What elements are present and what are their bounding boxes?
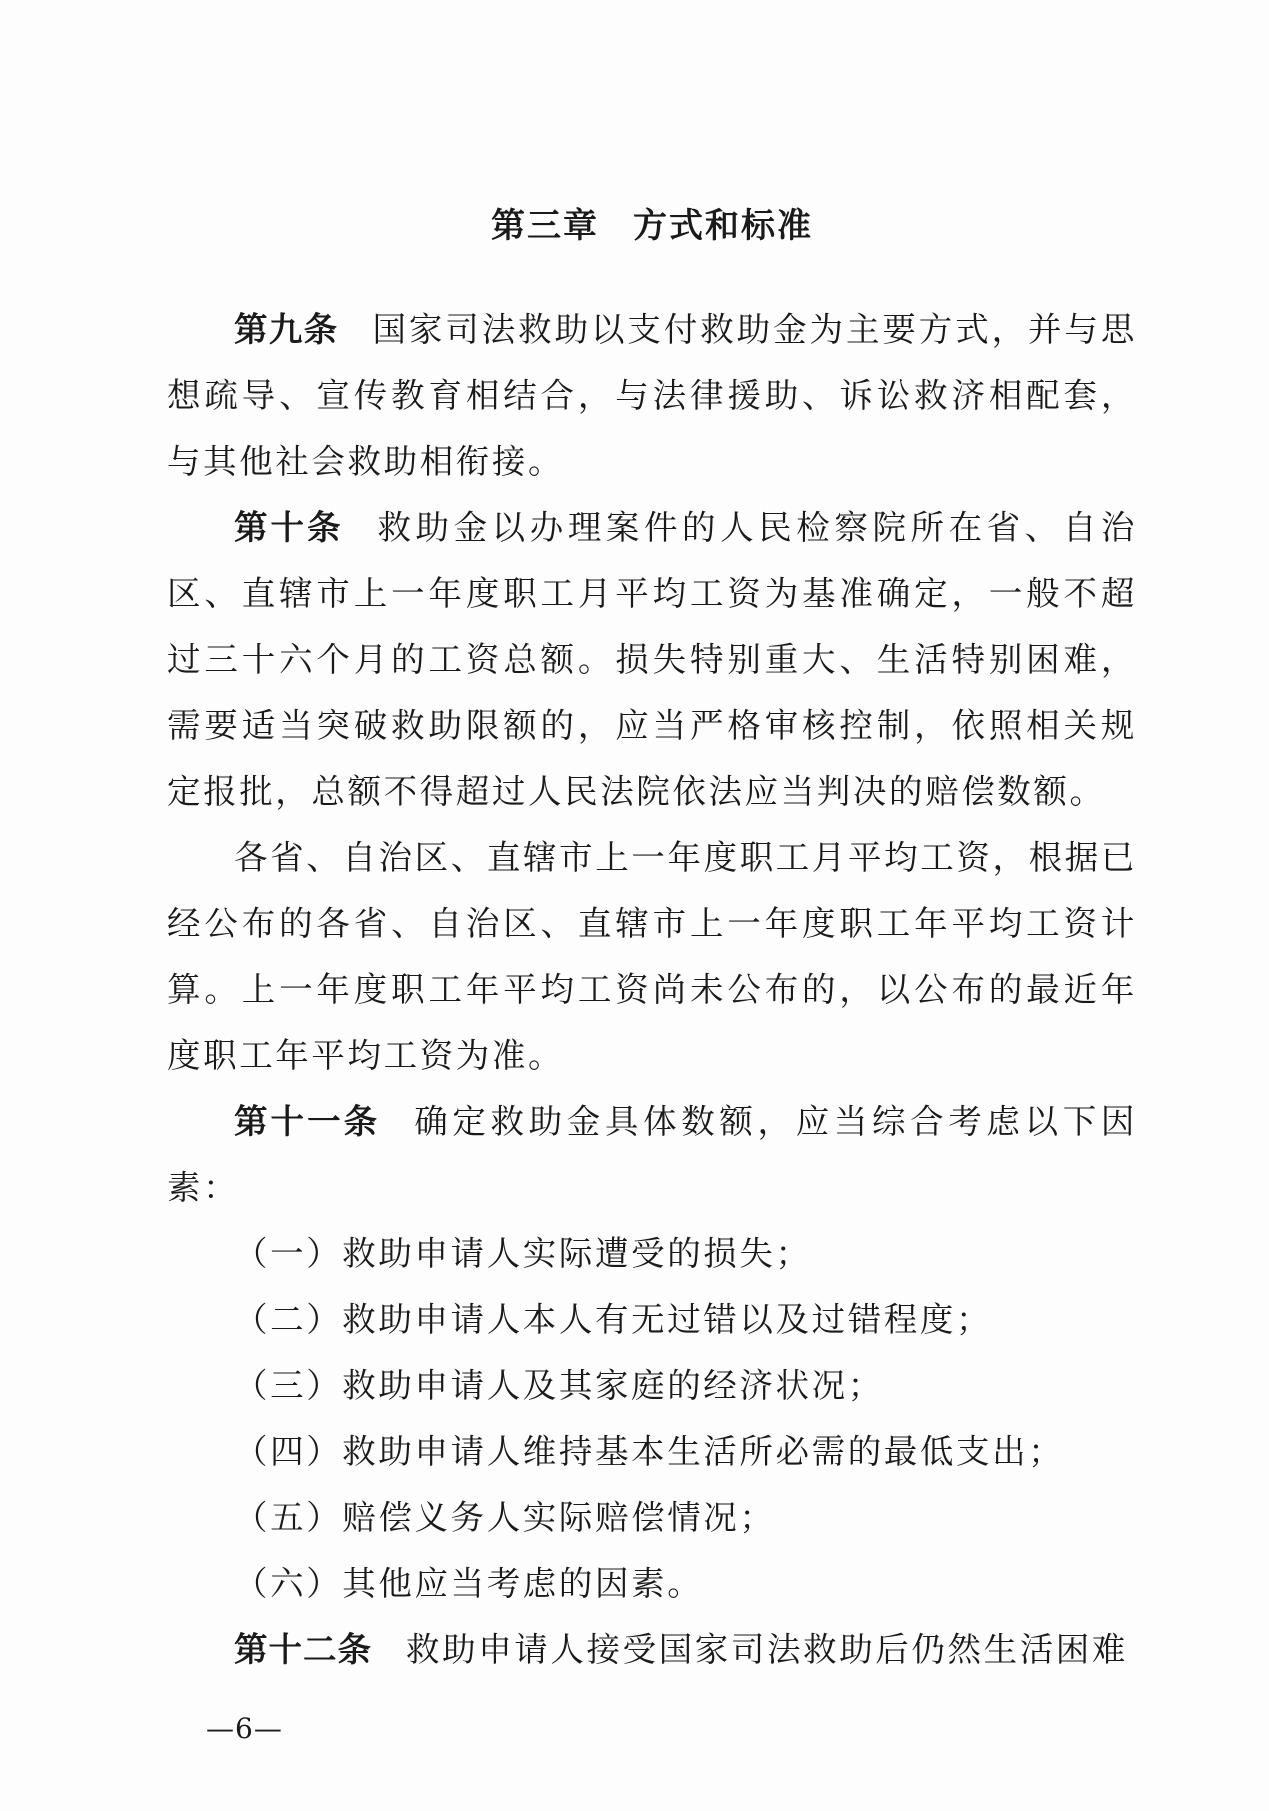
article-12-text: 救助申请人接受国家司法救助后仍然生活困难	[406, 1630, 1128, 1669]
chapter-number: 第三章	[491, 206, 599, 246]
article-9-text: 国家司法救助以支付救助金为主要方式，并与思想疏导、宣传教育相结合，与法律援助、诉讼救济相配套，与其他社会救助相衔接。	[167, 310, 1137, 481]
article-12-label: 第十二条	[234, 1630, 372, 1669]
article-11-item-5: （五）赔偿义务人实际赔偿情况；	[234, 1498, 776, 1537]
document-body	[167, 195, 1137, 1683]
article-9	[167, 297, 1137, 495]
article-10-text: 救助金以办理案件的人民检察院所在省、自治区、直辖市上一年度职工月平均工资为基准确定，一般不超过三十六个月的工资总额。损失特别重大、生活特别困难，需要适当突破救助限额的，应当严格审核控制，依照相关规定报批，总额不得超过人民法院依法应当判决的赔偿数额。	[167, 508, 1138, 811]
page-number: —6—	[206, 1712, 283, 1745]
article-11-label: 第十一条	[234, 1102, 381, 1141]
article-9-label: 第九条	[234, 310, 339, 349]
article-11-text: 确定救助金具体数额，应当综合考虑以下因素：	[167, 1102, 1137, 1207]
article-10-label: 第十条	[234, 508, 344, 547]
article-11-item-3: （三）救助申请人及其家庭的经济状况；	[234, 1366, 884, 1405]
article-11-item-2: （二）救助申请人本人有无过错以及过错程度；	[234, 1300, 993, 1339]
chapter-title	[167, 195, 1137, 257]
article-11-item-1: （一）救助申请人实际遭受的损失；	[234, 1234, 812, 1273]
article-11-item-6: （六）其他应当考虑的因素。	[234, 1564, 704, 1603]
chapter-name: 方式和标准	[633, 206, 813, 246]
article-10	[167, 495, 1137, 825]
article-11-item-4: （四）救助申请人维持基本生活所必需的最低支出；	[234, 1432, 1065, 1471]
article-12	[167, 1617, 1137, 1683]
article-10-paragraph-2: 各省、自治区、直辖市上一年度职工月平均工资，根据已经公布的各省、自治区、直辖市上一年度职工年平均工资计算。上一年度职工年平均工资尚未公布的，以公布的最近年度职工年平均工资为准。	[167, 838, 1137, 1075]
article-11	[167, 1089, 1137, 1221]
